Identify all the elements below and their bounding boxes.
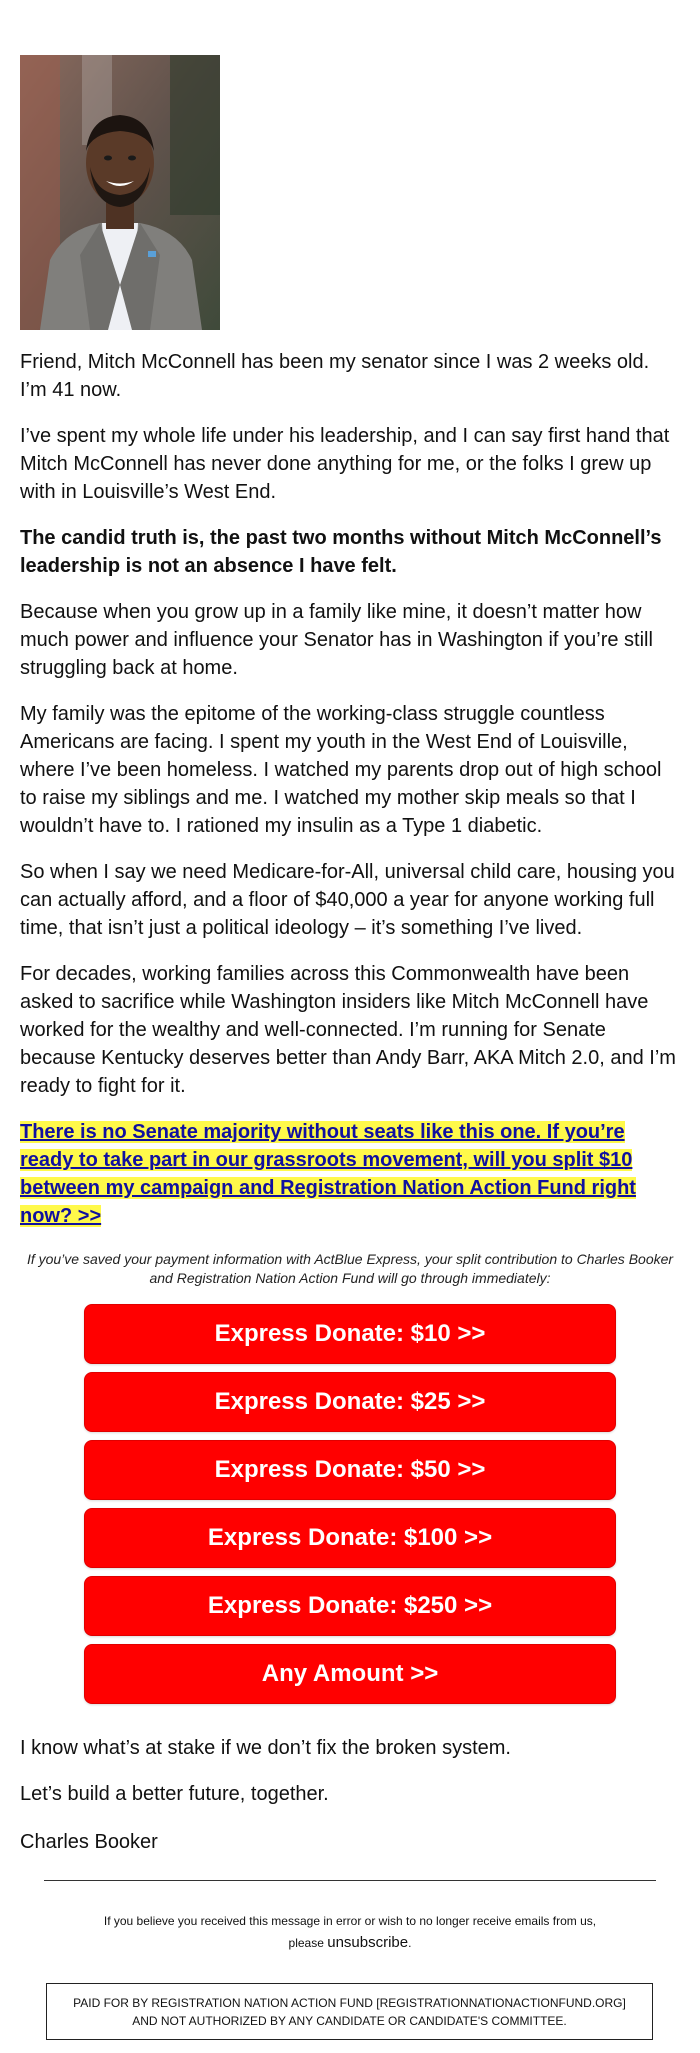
candidate-photo <box>20 55 220 330</box>
closing-line-2: Let’s build a better future, together. <box>20 1783 329 1805</box>
divider <box>44 1880 656 1881</box>
unsubscribe-link[interactable]: unsubscribe <box>327 1934 409 1951</box>
footer-line-1: If you believe you received this message in error or wish to no longer receive emails from us, <box>103 1914 597 1928</box>
paragraph-1 <box>20 348 680 404</box>
footer-please: please <box>288 1936 324 1950</box>
paragraph-6 <box>20 858 680 942</box>
paragraph-3-bold <box>20 524 680 580</box>
cta-paragraph <box>20 1118 640 1230</box>
footer-unsubscribe-notice <box>20 1911 680 1954</box>
express-donate-100-button[interactable]: Express Donate: $100 >> <box>84 1508 616 1568</box>
cta-donate-link[interactable]: There is no Senate majority without seats like this one. If you’re ready to take part in our grassroots movement, will you split $10 between my campaign and Registration Nation Action Fund right now? >> <box>20 1121 636 1227</box>
paragraph-2-text: I’ve spent my whole life under his leadership, and I can say first hand that Mitch McConnell has never done anything for me, or the folks I grew up with in Louisville’s West End. <box>20 425 670 503</box>
paragraph-3-text: The candid truth is, the past two months without Mitch McConnell’s leadership is not an absence I have felt. <box>20 527 662 577</box>
footer-period: . <box>408 1936 412 1950</box>
express-note: If you’ve saved your payment information with ActBlue Express, your split contribution to Charles Booker and Registration Nation Action Fund will go through immediately: <box>26 1251 674 1286</box>
closing-line-1: I know what’s at stake if we don’t fix the broken system. <box>20 1737 511 1759</box>
express-donate-25-button[interactable]: Express Donate: $25 >> <box>84 1372 616 1432</box>
express-donate-10-button[interactable]: Express Donate: $10 >> <box>84 1304 616 1364</box>
candidate-portrait-image <box>20 55 220 330</box>
paragraph-2 <box>20 422 680 506</box>
paragraph-4-text: Because when you grow up in a family like mine, it doesn’t matter how much power and influence your Senator has in Washington if you’re still struggling back at home. <box>20 601 653 679</box>
paid-for-disclaimer <box>46 1983 653 2040</box>
signature: Charles Booker <box>20 1831 158 1853</box>
any-amount-button[interactable]: Any Amount >> <box>84 1644 616 1704</box>
express-donate-250-button[interactable]: Express Donate: $250 >> <box>84 1576 616 1636</box>
express-donate-50-button[interactable]: Express Donate: $50 >> <box>84 1440 616 1500</box>
paragraph-7-text: For decades, working families across this Commonwealth have been asked to sacrifice while Washington insiders like Mitch McConnell have worked for the wealthy and well-connected. I’m running for Senate because Kentucky deserves better than Andy Barr, AKA Mitch 2.0, and I’m ready to fight for it. <box>20 963 676 1097</box>
footer-line-2 <box>20 1932 680 1954</box>
paragraph-1-text: Friend, Mitch McConnell has been my senator since I was 2 weeks old. I’m 41 now. <box>20 351 650 401</box>
paragraph-6-text: So when I say we need Medicare-for-All, universal child care, housing you can actually afford, and a floor of $40,000 a year for anyone working full time, that isn’t just a political ideology – it’s something I’ve lived. <box>20 861 675 939</box>
disclaimer-line-1: PAID FOR BY REGISTRATION NATION ACTION FUND [REGISTRATIONNATIONACTIONFUND.ORG] <box>73 1995 626 2010</box>
paragraph-7 <box>20 960 680 1100</box>
disclaimer-line-2: AND NOT AUTHORIZED BY ANY CANDIDATE OR CANDIDATE'S COMMITTEE. <box>132 2013 567 2028</box>
paragraph-4 <box>20 598 680 682</box>
paragraph-5 <box>20 700 680 840</box>
paragraph-5-text: My family was the epitome of the working-class struggle countless Americans are facing. I spent my youth in the West End of Louisville, where I’ve been homeless. I watched my parents drop out of high school to raise my siblings and me. I watched my mother skip meals so that I wouldn’t have to. I rationed my insulin as a Type 1 diabetic. <box>20 703 662 837</box>
